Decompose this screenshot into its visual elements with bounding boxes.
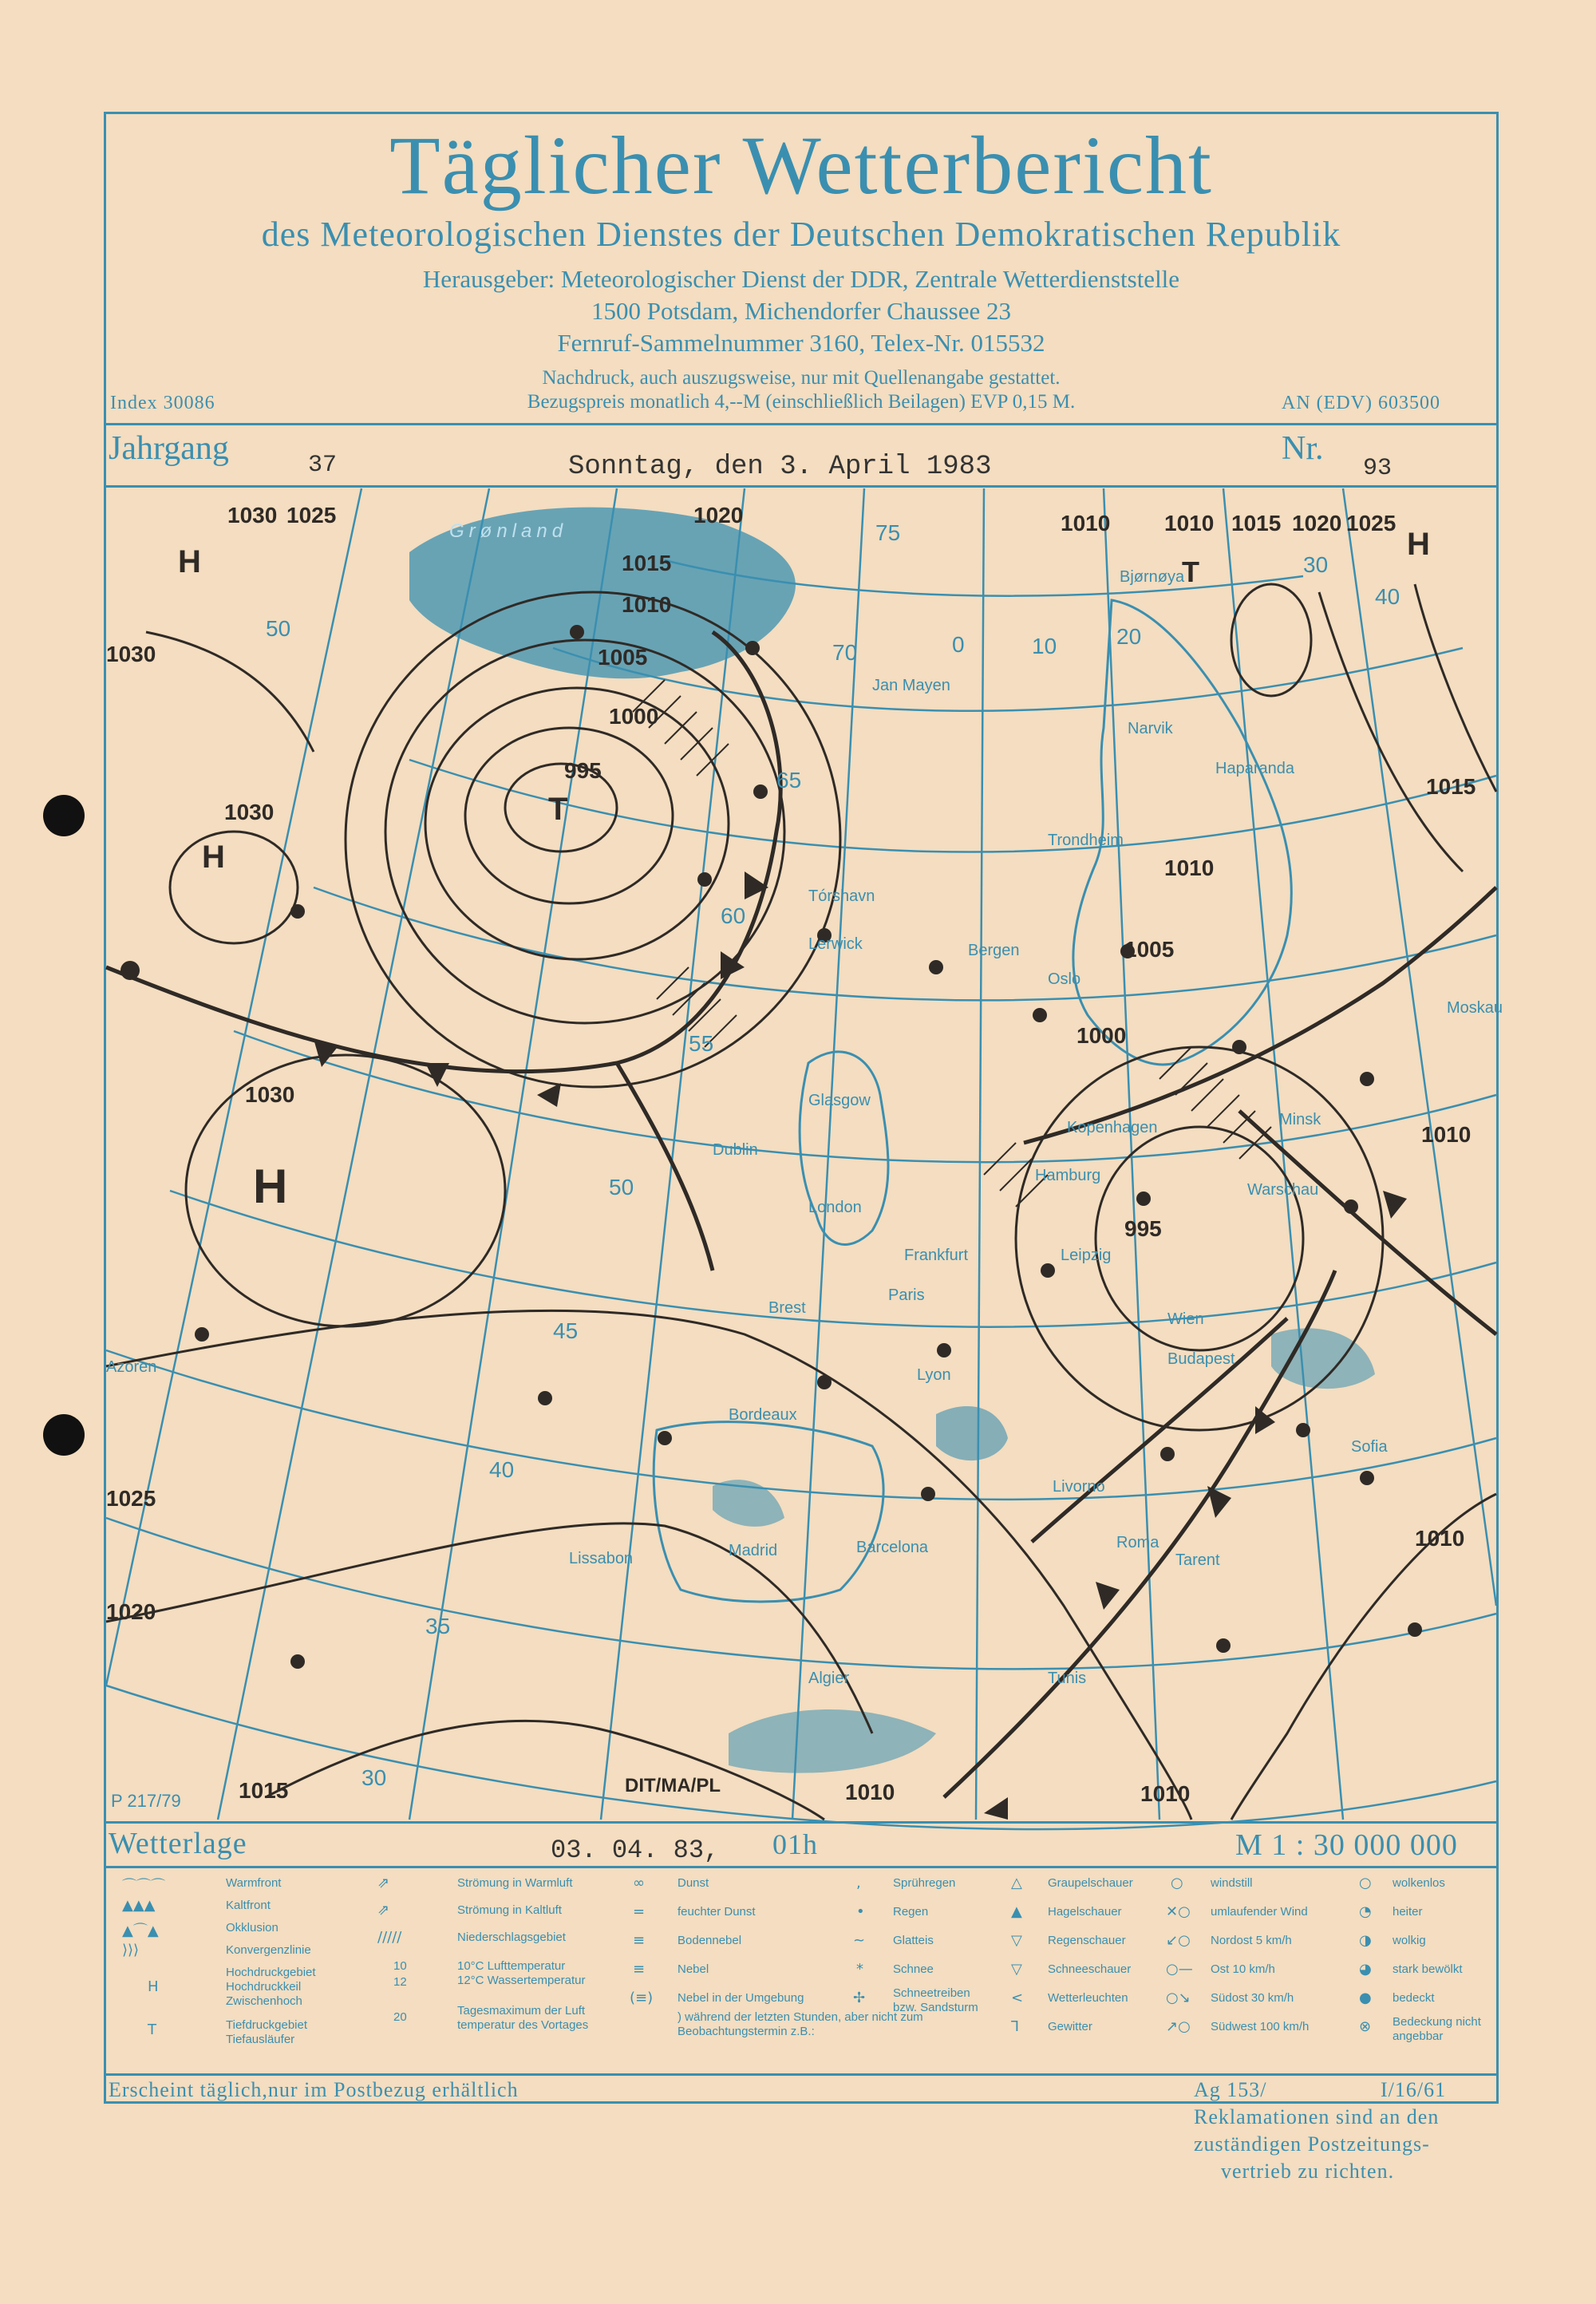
footer-note: Erscheint täglich,nur im Postbezug erhältlich <box>109 2078 519 2101</box>
regenschauer-icon: ▽ <box>1011 1932 1022 1949</box>
wetterlage-divider <box>104 1866 1499 1868</box>
place-name: Lerwick <box>808 935 863 953</box>
wind-suedost-icon: ○↘ <box>1166 1990 1191 2006</box>
glatteis-icon: ~ <box>853 1932 866 1949</box>
place-name: Wien <box>1167 1310 1204 1328</box>
legend-item: Tagesmaximum der Luft temperatur des Vortages <box>457 2004 589 2032</box>
legend-item: Warmfront <box>226 1876 282 1890</box>
place-name: Madrid <box>729 1542 778 1559</box>
place-name: Haparanda <box>1215 760 1294 777</box>
legend-item: umlaufender Wind <box>1211 1905 1308 1919</box>
isobar-label: 1015 <box>239 1778 289 1803</box>
legend-item: Bodennebel <box>678 1934 742 1947</box>
place-name: Leipzig <box>1061 1247 1112 1264</box>
place-name: Sofia <box>1351 1438 1388 1456</box>
nr-value: 93 <box>1363 455 1393 482</box>
wolkig-icon: ◑ <box>1359 1932 1372 1949</box>
place-name: Tunis <box>1048 1670 1087 1687</box>
latitude-label: 75 <box>875 520 901 545</box>
legend-item: wolkig <box>1393 1934 1426 1947</box>
nebel-icon: ≡ <box>633 1961 646 1978</box>
windstill-icon: ○ <box>1171 1875 1183 1891</box>
isobar-label: 1015 <box>1231 511 1282 535</box>
phone-line: Fernruf-Sammelnummer 3160, Telex-Nr. 015532 <box>557 329 1045 357</box>
isobar-label: 1025 <box>286 503 337 528</box>
isobar-label: 1000 <box>609 704 659 729</box>
isobar-label: 1005 <box>1124 937 1175 962</box>
latitude-label: 50 <box>609 1175 634 1199</box>
legend-item: Ost 10 km/h <box>1211 1962 1275 1976</box>
weather-map-svg <box>106 488 1496 1820</box>
place-name: Oslo <box>1048 970 1081 988</box>
legend-item: stark bewölkt <box>1393 1962 1463 1976</box>
wetterlage-date: 03. 04. 83, <box>551 1836 720 1865</box>
latitude-label: 40 <box>489 1457 515 1482</box>
latitude-label: 45 <box>553 1318 579 1343</box>
legend-item: Nebel <box>678 1962 709 1976</box>
place-name: Paris <box>888 1286 925 1304</box>
wind-ost-icon: ○— <box>1166 1961 1193 1978</box>
feuchter-dunst-icon: = <box>633 1903 646 1920</box>
isobar-label: 1030 <box>106 642 156 666</box>
bodennebel-icon: ≡ <box>633 1932 646 1949</box>
legend-item: Glatteis <box>893 1934 934 1947</box>
umlaufend-icon: ✕○ <box>1166 1903 1191 1920</box>
isobar-label: 1015 <box>622 551 672 575</box>
isobar-label: 1030 <box>245 1082 295 1107</box>
legend-item: Sprühregen <box>893 1876 956 1890</box>
address-line: 1500 Potsdam, Michendorfer Chaussee 23 <box>591 297 1012 325</box>
legend-item: Wetterleuchten <box>1048 1991 1128 2005</box>
konvergenz-icon: ⟩⟩⟩ <box>122 1942 140 1958</box>
place-name: Tarent <box>1175 1551 1220 1569</box>
legend-item: Schnee <box>893 1962 934 1976</box>
page-title: Täglicher Wetterbericht <box>389 120 1213 211</box>
punch-hole-bottom <box>43 1414 85 1456</box>
longitude-label: 0 <box>952 632 965 657</box>
latitude-label: 65 <box>776 768 802 792</box>
precip-area-icon: ///// <box>377 1929 402 1946</box>
place-name: Narvik <box>1128 720 1173 737</box>
schneetreiben-icon: ✢ <box>853 1990 866 2006</box>
footer-ag: Ag 153/ <box>1194 2078 1267 2101</box>
legend-item: Niederschlagsgebiet <box>457 1931 566 1944</box>
legend-item: Tiefausläufer <box>226 2033 295 2046</box>
price-line: Bezugspreis monatlich 4,--M (einschließlich Beilagen) EVP 0,15 M. <box>527 391 1076 413</box>
precipitation-hatching <box>633 680 1271 1207</box>
legend-item: Schneetreiben bzw. Sandsturm <box>893 1986 978 2014</box>
high-pressure-symbol: H <box>1407 527 1430 562</box>
isobar-label: 1010 <box>1164 856 1215 880</box>
schneeschauer-icon: ▽ <box>1011 1961 1022 1978</box>
place-name: Kopenhagen <box>1067 1119 1158 1136</box>
legend-item: Schneeschauer <box>1048 1962 1132 1976</box>
high-pressure-symbol: H <box>178 544 201 579</box>
high-pressure-symbol: H <box>202 840 225 875</box>
page-subtitle: des Meteorologischen Dienstes der Deutschen Demokratischen Republik <box>261 215 1341 254</box>
legend-num: 10 <box>393 1959 407 1973</box>
spruehregen-icon: , <box>856 1875 861 1891</box>
legend-item: 12°C Wassertemperatur <box>457 1974 586 1987</box>
place-name: Roma <box>1116 1534 1159 1551</box>
kaltfront-icon: ▲▲▲ <box>122 1897 156 1914</box>
longitude-label: 50 <box>266 616 291 641</box>
isobar-label: 1020 <box>106 1599 156 1624</box>
isobar-label: 1005 <box>598 645 648 670</box>
place-name: Dublin <box>713 1141 758 1159</box>
warmfront-icon: ⌒⌒⌒ <box>122 1878 165 1895</box>
place-name: Algier <box>808 1670 850 1687</box>
an-edv-label: AN (EDV) 603500 <box>1282 393 1440 413</box>
isobar-label: 1025 <box>106 1486 156 1511</box>
place-name: London <box>808 1199 862 1216</box>
footer-ag-code: I/16/61 <box>1381 2078 1447 2101</box>
legend-item: Gewitter <box>1048 2020 1092 2033</box>
footer-complaint-3: vertrieb zu richten. <box>1221 2160 1395 2183</box>
heiter-icon: ◔ <box>1359 1903 1372 1920</box>
footer-complaint-1: Reklamationen sind an den <box>1194 2105 1440 2128</box>
legend-item: Nebel in der Umgebung <box>678 1991 804 2005</box>
wind-suedwest-icon: ↗○ <box>1166 2018 1191 2035</box>
cold-stream-icon: ⇗ <box>377 1902 390 1919</box>
legend-item: windstill <box>1211 1876 1253 1890</box>
punch-hole-top <box>43 795 85 836</box>
map-stamp: DIT/MA/PL <box>625 1775 721 1796</box>
isobar-label: 1000 <box>1077 1023 1127 1048</box>
place-name: Bjørnøya <box>1120 568 1185 586</box>
longitude-label: 20 <box>1116 624 1142 649</box>
legend-item: wolkenlos <box>1393 1876 1445 1890</box>
map-bottom-divider <box>104 1821 1499 1824</box>
place-name: Livorno <box>1053 1478 1105 1496</box>
legend-item: Kaltfront <box>226 1899 271 1912</box>
legend-item: Regenschauer <box>1048 1934 1126 1947</box>
place-name: Moskau <box>1447 999 1503 1017</box>
isobar-label: 1020 <box>1292 511 1342 535</box>
place-name: Grønland <box>449 520 568 542</box>
latitude-label: 55 <box>689 1031 714 1056</box>
latitude-label: 30 <box>361 1765 387 1790</box>
legend-item: Graupelschauer <box>1048 1876 1133 1890</box>
legend-item: Bedeckung nicht angebbar <box>1393 2015 1481 2043</box>
date-divider <box>104 485 1499 488</box>
longitude-label: 40 <box>1375 584 1400 609</box>
nr-label: Nr. <box>1282 430 1324 467</box>
issue-date: Sonntag, den 3. April 1983 <box>568 452 992 482</box>
isobar-label: 1010 <box>622 592 672 617</box>
legend-item: Nordost 5 km/h <box>1211 1934 1292 1947</box>
header-divider <box>104 423 1499 425</box>
footer-complaint-2: zuständigen Postzeitungs- <box>1194 2132 1430 2156</box>
wolkenlos-icon: ○ <box>1359 1875 1372 1891</box>
wetterlage-label: Wetterlage <box>109 1827 247 1860</box>
legend-item: Südost 30 km/h <box>1211 1991 1294 2005</box>
weather-map <box>106 488 1503 1820</box>
bedeckung-unbekannt-icon: ⊗ <box>1359 2018 1372 2035</box>
publisher-line: Herausgeber: Meteorologischer Dienst der DDR, Zentrale Wetterdienststelle <box>422 265 1180 293</box>
isobar-label: 1030 <box>227 503 278 528</box>
place-name: Brest <box>768 1299 806 1317</box>
isobar-label: 1010 <box>1421 1122 1472 1147</box>
legend-item: bedeckt <box>1393 1991 1435 2005</box>
warm-stream-icon: ⇗ <box>377 1875 390 1891</box>
isobar-label: 1025 <box>1346 511 1396 535</box>
place-name: Barcelona <box>856 1539 929 1556</box>
legend-item: Hochdruckgebiet <box>226 1966 316 1979</box>
legend-item: Regen <box>893 1905 929 1919</box>
wind-nordost-icon: ↙○ <box>1166 1932 1191 1949</box>
place-name: Trondheim <box>1048 832 1124 849</box>
isobar-label: 995 <box>564 758 602 783</box>
place-name: Hamburg <box>1035 1167 1101 1184</box>
legend-item: Hagelschauer <box>1048 1905 1122 1919</box>
legend-num: 12 <box>393 1975 407 1989</box>
place-name: Jan Mayen <box>872 677 950 694</box>
map-code: P 217/79 <box>111 1791 181 1811</box>
gewitter-icon: Ꞁ <box>1011 2018 1020 2035</box>
legend-item: feuchter Dunst <box>678 1905 756 1919</box>
hagel-icon: ▲ <box>1011 1903 1022 1920</box>
legend-item: Strömung in Kaltluft <box>457 1903 562 1917</box>
wetterlage-time: 01h <box>772 1828 818 1860</box>
latitude-label: 70 <box>832 640 858 665</box>
place-name: Minsk <box>1279 1111 1321 1128</box>
okklusion-icon: ▲⌒▲ <box>122 1923 159 1939</box>
latitude-label: 35 <box>425 1614 451 1638</box>
legend-item: Okklusion <box>226 1921 279 1934</box>
legend-item: Tiefdruckgebiet <box>226 2018 307 2032</box>
reprint-line: Nachdruck, auch auszugsweise, nur mit Quellenangabe gestattet. <box>542 367 1061 389</box>
isobar-label: 995 <box>1124 1216 1162 1241</box>
stark-bewoelkt-icon: ◕ <box>1359 1961 1372 1978</box>
longitude-label: 30 <box>1303 552 1329 577</box>
place-name: Bergen <box>968 942 1020 959</box>
legend-item: Zwischenhoch <box>226 1994 302 2008</box>
isobar-label: 1010 <box>1415 1526 1465 1551</box>
legend-num: 20 <box>393 2010 407 2024</box>
isobar-label: 1015 <box>1426 774 1476 799</box>
bedeckt-icon: ● <box>1359 1990 1372 2006</box>
graupel-icon: △ <box>1011 1875 1022 1891</box>
wetterleuchten-icon: < <box>1011 1990 1024 2006</box>
map-scale: M 1 : 30 000 000 <box>1235 1828 1458 1862</box>
legend-item: Konvergenzlinie <box>226 1943 311 1957</box>
schnee-icon: * <box>856 1961 863 1978</box>
isobar-label: 1010 <box>1164 511 1215 535</box>
jahrgang-value: 37 <box>308 452 338 479</box>
high-icon: H <box>148 1978 159 1995</box>
place-name: Tórshavn <box>808 887 875 905</box>
place-name: Azoren <box>106 1358 157 1376</box>
legend-item: Hochdruckkeil <box>226 1980 302 1994</box>
legend-item: ) während der letzten Stunden, aber nicht zum Beobachtungstermin z.B.: <box>678 2010 923 2038</box>
isobar-label: 1010 <box>845 1780 895 1804</box>
index-label: Index 30086 <box>110 393 215 413</box>
dunst-icon: ∞ <box>633 1875 645 1891</box>
place-name: Budapest <box>1167 1350 1235 1368</box>
low-pressure-symbol: T <box>1182 555 1199 588</box>
regen-icon: • <box>856 1903 865 1920</box>
front-symbols <box>314 871 1407 1820</box>
isobar-label: 1010 <box>1061 511 1111 535</box>
isobar-label: 1010 <box>1140 1781 1191 1806</box>
place-name: Bordeaux <box>729 1406 797 1424</box>
place-name: Warschau <box>1247 1181 1319 1199</box>
latitude-label: 60 <box>721 903 746 928</box>
place-name: Glasgow <box>808 1092 871 1109</box>
longitude-label: 10 <box>1032 634 1057 658</box>
north-africa-blue <box>729 1709 936 1773</box>
place-name: Frankfurt <box>904 1247 969 1264</box>
isobar-label: 1030 <box>224 800 275 824</box>
place-name: Lyon <box>917 1366 951 1384</box>
legend <box>106 1870 1496 2077</box>
low-icon: T <box>148 2021 156 2038</box>
legend-item: Strömung in Warmluft <box>457 1876 573 1890</box>
high-pressure-symbol: H <box>253 1160 288 1213</box>
place-name: Lissabon <box>569 1550 634 1567</box>
isobar-label: 1020 <box>693 503 744 528</box>
legend-item: 10°C Lufttemperatur <box>457 1959 566 1973</box>
mediterranean-blue <box>936 1406 1008 1460</box>
legend-item: heiter <box>1393 1905 1423 1919</box>
jahrgang-label: Jahrgang <box>109 430 229 467</box>
low-pressure-symbol: T <box>548 792 568 827</box>
legend-item: Dunst <box>678 1876 709 1890</box>
legend-item: Südwest 100 km/h <box>1211 2020 1310 2033</box>
nebel-umgebung-icon: (≡) <box>630 1990 654 2006</box>
